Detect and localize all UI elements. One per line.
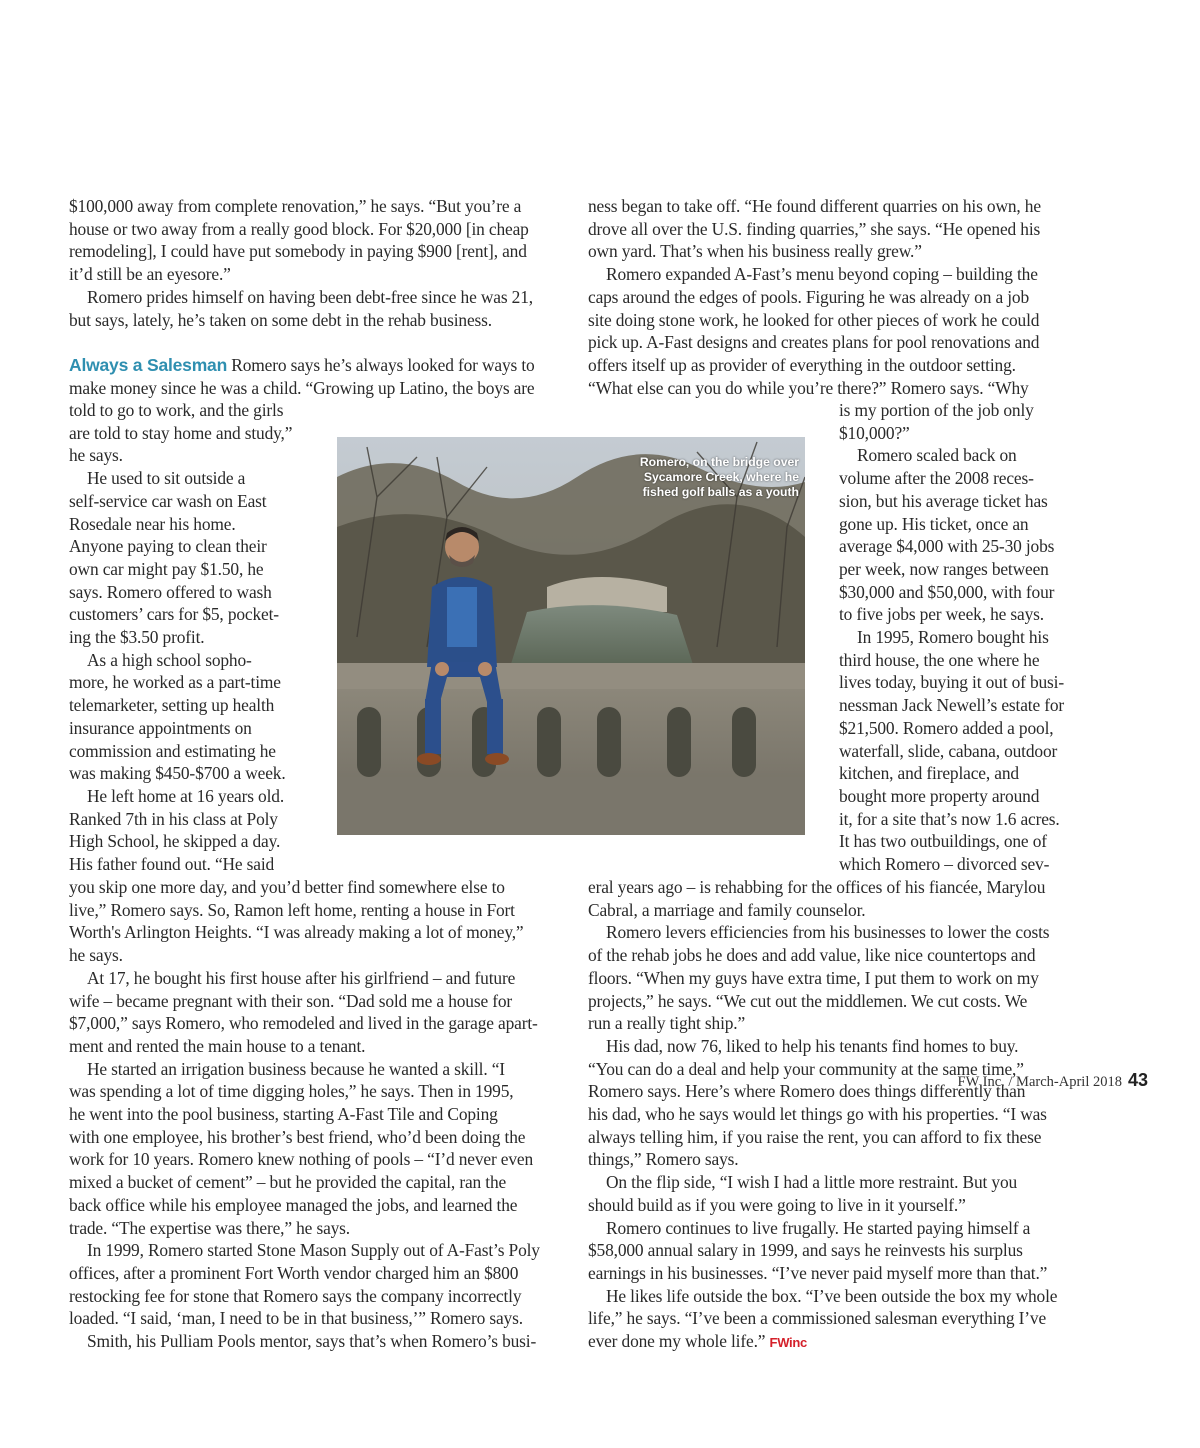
left-column-bottom <box>69 876 540 1353</box>
text-line: His father found out. “He said <box>69 854 275 875</box>
text-line: earnings in his businesses. “I’ve never paid myself more than that.” <box>588 1262 1048 1283</box>
text-line: Romero says. Here’s where Romero does things differently than <box>588 1081 1026 1102</box>
text-line: he went into the pool business, starting A-Fast Tile and Coping <box>69 1104 498 1125</box>
text-line: insurance appointments on <box>69 717 252 738</box>
text-line: In 1999, Romero started Stone Mason Supply out of A-Fast’s Poly <box>87 1240 540 1261</box>
text-line: which Romero – divorced sev- <box>839 854 1050 875</box>
text-line: Cabral, a marriage and family counselor. <box>588 899 866 920</box>
text-line: Worth's Arlington Heights. “I was already making a lot of money,” <box>69 922 524 943</box>
text-line: telemarketer, setting up health <box>69 695 275 716</box>
text-line: make money since he was a child. “Growing up Latino, the boys are <box>69 377 535 398</box>
text-line: should build as if you were going to live in it yourself.” <box>588 1194 966 1215</box>
end-mark-logo: FWinc <box>769 1335 807 1351</box>
text-line: On the flip side, “I wish I had a little more restraint. But you <box>606 1172 1018 1193</box>
text-line: remodeling], I could have put somebody in paying $900 [rent], and <box>69 241 527 262</box>
text-line: He likes life outside the box. “I’ve been outside the box my whole <box>606 1285 1058 1306</box>
text-line: mixed a bucket of cement” – but he provided the capital, ran the <box>69 1172 507 1193</box>
text-line: back office while his employee managed the jobs, and learned the <box>69 1194 518 1215</box>
photo-caption <box>609 455 799 501</box>
text-line: customers’ cars for $5, pocket- <box>69 604 279 625</box>
caption-line: Romero, on the bridge over <box>639 455 799 469</box>
text-line: self-service car wash on East <box>69 490 267 511</box>
text-line: Romero expanded A-Fast’s menu beyond coping – building the <box>606 264 1038 285</box>
text-line: trade. “The expertise was there,” he says. <box>69 1217 350 1238</box>
text-line: told to go to work, and the girls <box>69 400 284 420</box>
page-folio <box>958 1070 1148 1091</box>
text-line: was spending a lot of time digging holes,” he says. Then in 1995, <box>69 1081 514 1102</box>
text-line: gone up. His ticket, once an <box>839 513 1029 534</box>
right-column-narrow <box>839 399 1064 876</box>
text-line: with one employee, his brother’s best friend, who’d been doing the <box>69 1126 526 1147</box>
text-line: own yard. That’s when his business really grew.” <box>588 241 922 262</box>
text-line: Ranked 7th in his class at Poly <box>69 808 278 829</box>
text-line: $30,000 and $50,000, with four <box>839 581 1055 602</box>
text-line: own car might pay $1.50, he <box>69 558 264 579</box>
text-line: Romero says he’s always looked for ways to <box>227 355 535 375</box>
text-line: live,” Romero says. So, Ramon left home, renting a house in Fort <box>69 899 515 920</box>
text-line: It has two outbuildings, one of <box>839 831 1047 852</box>
text-line: ness began to take off. “He found different quarries on his own, he <box>588 196 1041 216</box>
text-line: As a high school sopho- <box>87 649 252 670</box>
text-line: says. Romero offered to wash <box>69 581 272 602</box>
text-line: commission and estimating he <box>69 740 276 761</box>
text-line: volume after the 2008 reces- <box>839 468 1034 489</box>
text-line: “You can do a deal and help your community at the same time,” <box>588 1058 1024 1079</box>
left-column-top <box>69 195 533 331</box>
text-line: eral years ago – is rehabbing for the offices of his fiancée, Marylou <box>588 877 1046 897</box>
text-line: kitchen, and fireplace, and <box>839 763 1019 784</box>
text-line: he says. <box>69 445 123 466</box>
text-line: was making $450-$700 a week. <box>69 763 286 784</box>
text-line: it, for a site that’s now 1.6 acres. <box>839 808 1060 829</box>
text-line: caps around the edges of pools. Figuring he was already on a job <box>588 286 1029 307</box>
text-line: Rosedale near his home. <box>69 513 236 534</box>
text-line: third house, the one where he <box>839 649 1040 670</box>
text-line: but says, lately, he’s taken on some debt in the rehab business. <box>69 309 492 330</box>
text-line: house or two away from a really good block. For $20,000 [in cheap <box>69 218 529 239</box>
text-line: His dad, now 76, liked to help his tenants find homes to buy. <box>606 1035 1019 1056</box>
text-line: things,” Romero says. <box>588 1149 739 1170</box>
text-line: He left home at 16 years old. <box>87 785 285 806</box>
text-line: bought more property around <box>839 785 1040 806</box>
text-line: his dad, who he says would let things go with his properties. “I was <box>588 1104 1047 1125</box>
text-line: Smith, his Pulliam Pools mentor, says that’s when Romero’s busi- <box>87 1331 537 1352</box>
text-line: floors. “When my guys have extra time, I put them to work on my <box>588 967 1039 988</box>
text-line: projects,” he says. “We cut out the middlemen. We cut costs. We <box>588 990 1028 1011</box>
text-line: site doing stone work, he looked for other pieces of work he could <box>588 309 1040 330</box>
text-line: Anyone paying to clean their <box>69 536 267 557</box>
text-line: always telling him, if you raise the rent, you can afford to fix these <box>588 1126 1042 1147</box>
text-line: sion, but his average ticket has <box>839 490 1048 511</box>
text-line: Romero prides himself on having been debt-free since he was 21, <box>87 286 533 307</box>
text-line: offers itself up as provider of everything in the outdoor setting. <box>588 354 1016 375</box>
text-line: waterfall, slide, cabana, outdoor <box>839 740 1058 761</box>
text-line: Romero scaled back on <box>857 445 1017 466</box>
text-line: restocking fee for stone that Romero says the company incorrectly <box>69 1285 522 1306</box>
photo-romero-on-bridge <box>337 437 805 835</box>
subhead-paragraph <box>69 354 535 399</box>
text-line: work for 10 years. Romero knew nothing of pools – “I’d never even <box>69 1149 534 1170</box>
text-line: you skip one more day, and you’d better find somewhere else to <box>69 877 505 897</box>
text-line: “What else can you do while you’re there?” Romero says. “Why <box>588 377 1029 398</box>
text-line: drove all over the U.S. finding quarries,” she says. “He opened his <box>588 218 1041 239</box>
text-line: $7,000,” says Romero, who remodeled and lived in the garage apart- <box>69 1013 538 1034</box>
text-line: average $4,000 with 25-30 jobs <box>839 536 1055 557</box>
text-line: Romero continues to live frugally. He started paying himself a <box>606 1217 1031 1238</box>
text-line: nessman Jack Newell’s estate for <box>839 695 1065 716</box>
text-line: ever done my whole life.” <box>588 1331 766 1352</box>
text-line: High School, he skipped a day. <box>69 831 281 852</box>
text-line: $21,500. Romero added a pool, <box>839 717 1054 738</box>
text-line: run a really tight ship.” <box>588 1013 746 1034</box>
text-line: At 17, he bought his first house after his girlfriend – and future <box>87 967 516 988</box>
text-line: $58,000 annual salary in 1999, and says he reinvests his surplus <box>588 1240 1023 1261</box>
text-line: loaded. “I said, ‘man, I need to be in that business,’” Romero says. <box>69 1308 523 1329</box>
text-line: pick up. A-Fast designs and creates plans for pool renovations and <box>588 332 1040 353</box>
caption-line: Sycamore Creek, where he <box>643 470 799 485</box>
text-line: of the rehab jobs he does and add value, like nice countertops and <box>588 945 1036 966</box>
text-line: he says. <box>69 945 123 966</box>
text-line: $10,000?” <box>839 422 910 443</box>
text-line: is my portion of the job only <box>839 400 1034 420</box>
text-line: life,” he says. “I’ve been a commissioned salesman everything I’ve <box>588 1308 1047 1329</box>
text-line: He used to sit outside a <box>87 468 246 489</box>
publication-date: FW Inc. / March-April 2018 <box>957 1074 1122 1090</box>
text-line: In 1995, Romero bought his <box>857 627 1049 648</box>
page-number: 43 <box>1127 1070 1148 1090</box>
text-line: ing the $3.50 profit. <box>69 627 205 648</box>
text-line: wife – became pregnant with their son. “Dad sold me a house for <box>69 990 513 1011</box>
text-line: lives today, buying it out of busi- <box>839 672 1064 693</box>
text-line: per week, now ranges between <box>839 558 1049 579</box>
text-line: ment and rented the main house to a tenant. <box>69 1035 366 1056</box>
text-line: more, he worked as a part-time <box>69 672 281 693</box>
left-column-narrow <box>69 399 292 876</box>
section-subhead: Always a Salesman <box>69 355 228 375</box>
caption-line: fished golf balls as a youth <box>642 485 799 500</box>
right-column-top <box>588 195 1041 399</box>
right-column-bottom <box>588 876 1057 1355</box>
text-line: Romero levers efficiencies from his businesses to lower the costs <box>606 922 1050 943</box>
text-line: to five jobs per week, he says. <box>839 604 1044 625</box>
text-line: offices, after a prominent Fort Worth vendor charged him an $800 <box>69 1262 519 1283</box>
text-line: are told to stay home and study,” <box>69 422 293 443</box>
text-line: it’d still be an eyesore.” <box>69 264 231 285</box>
text-line: He started an irrigation business because he wanted a skill. “I <box>87 1058 505 1079</box>
text-line: $100,000 away from complete renovation,” he says. “But you’re a <box>69 196 522 216</box>
